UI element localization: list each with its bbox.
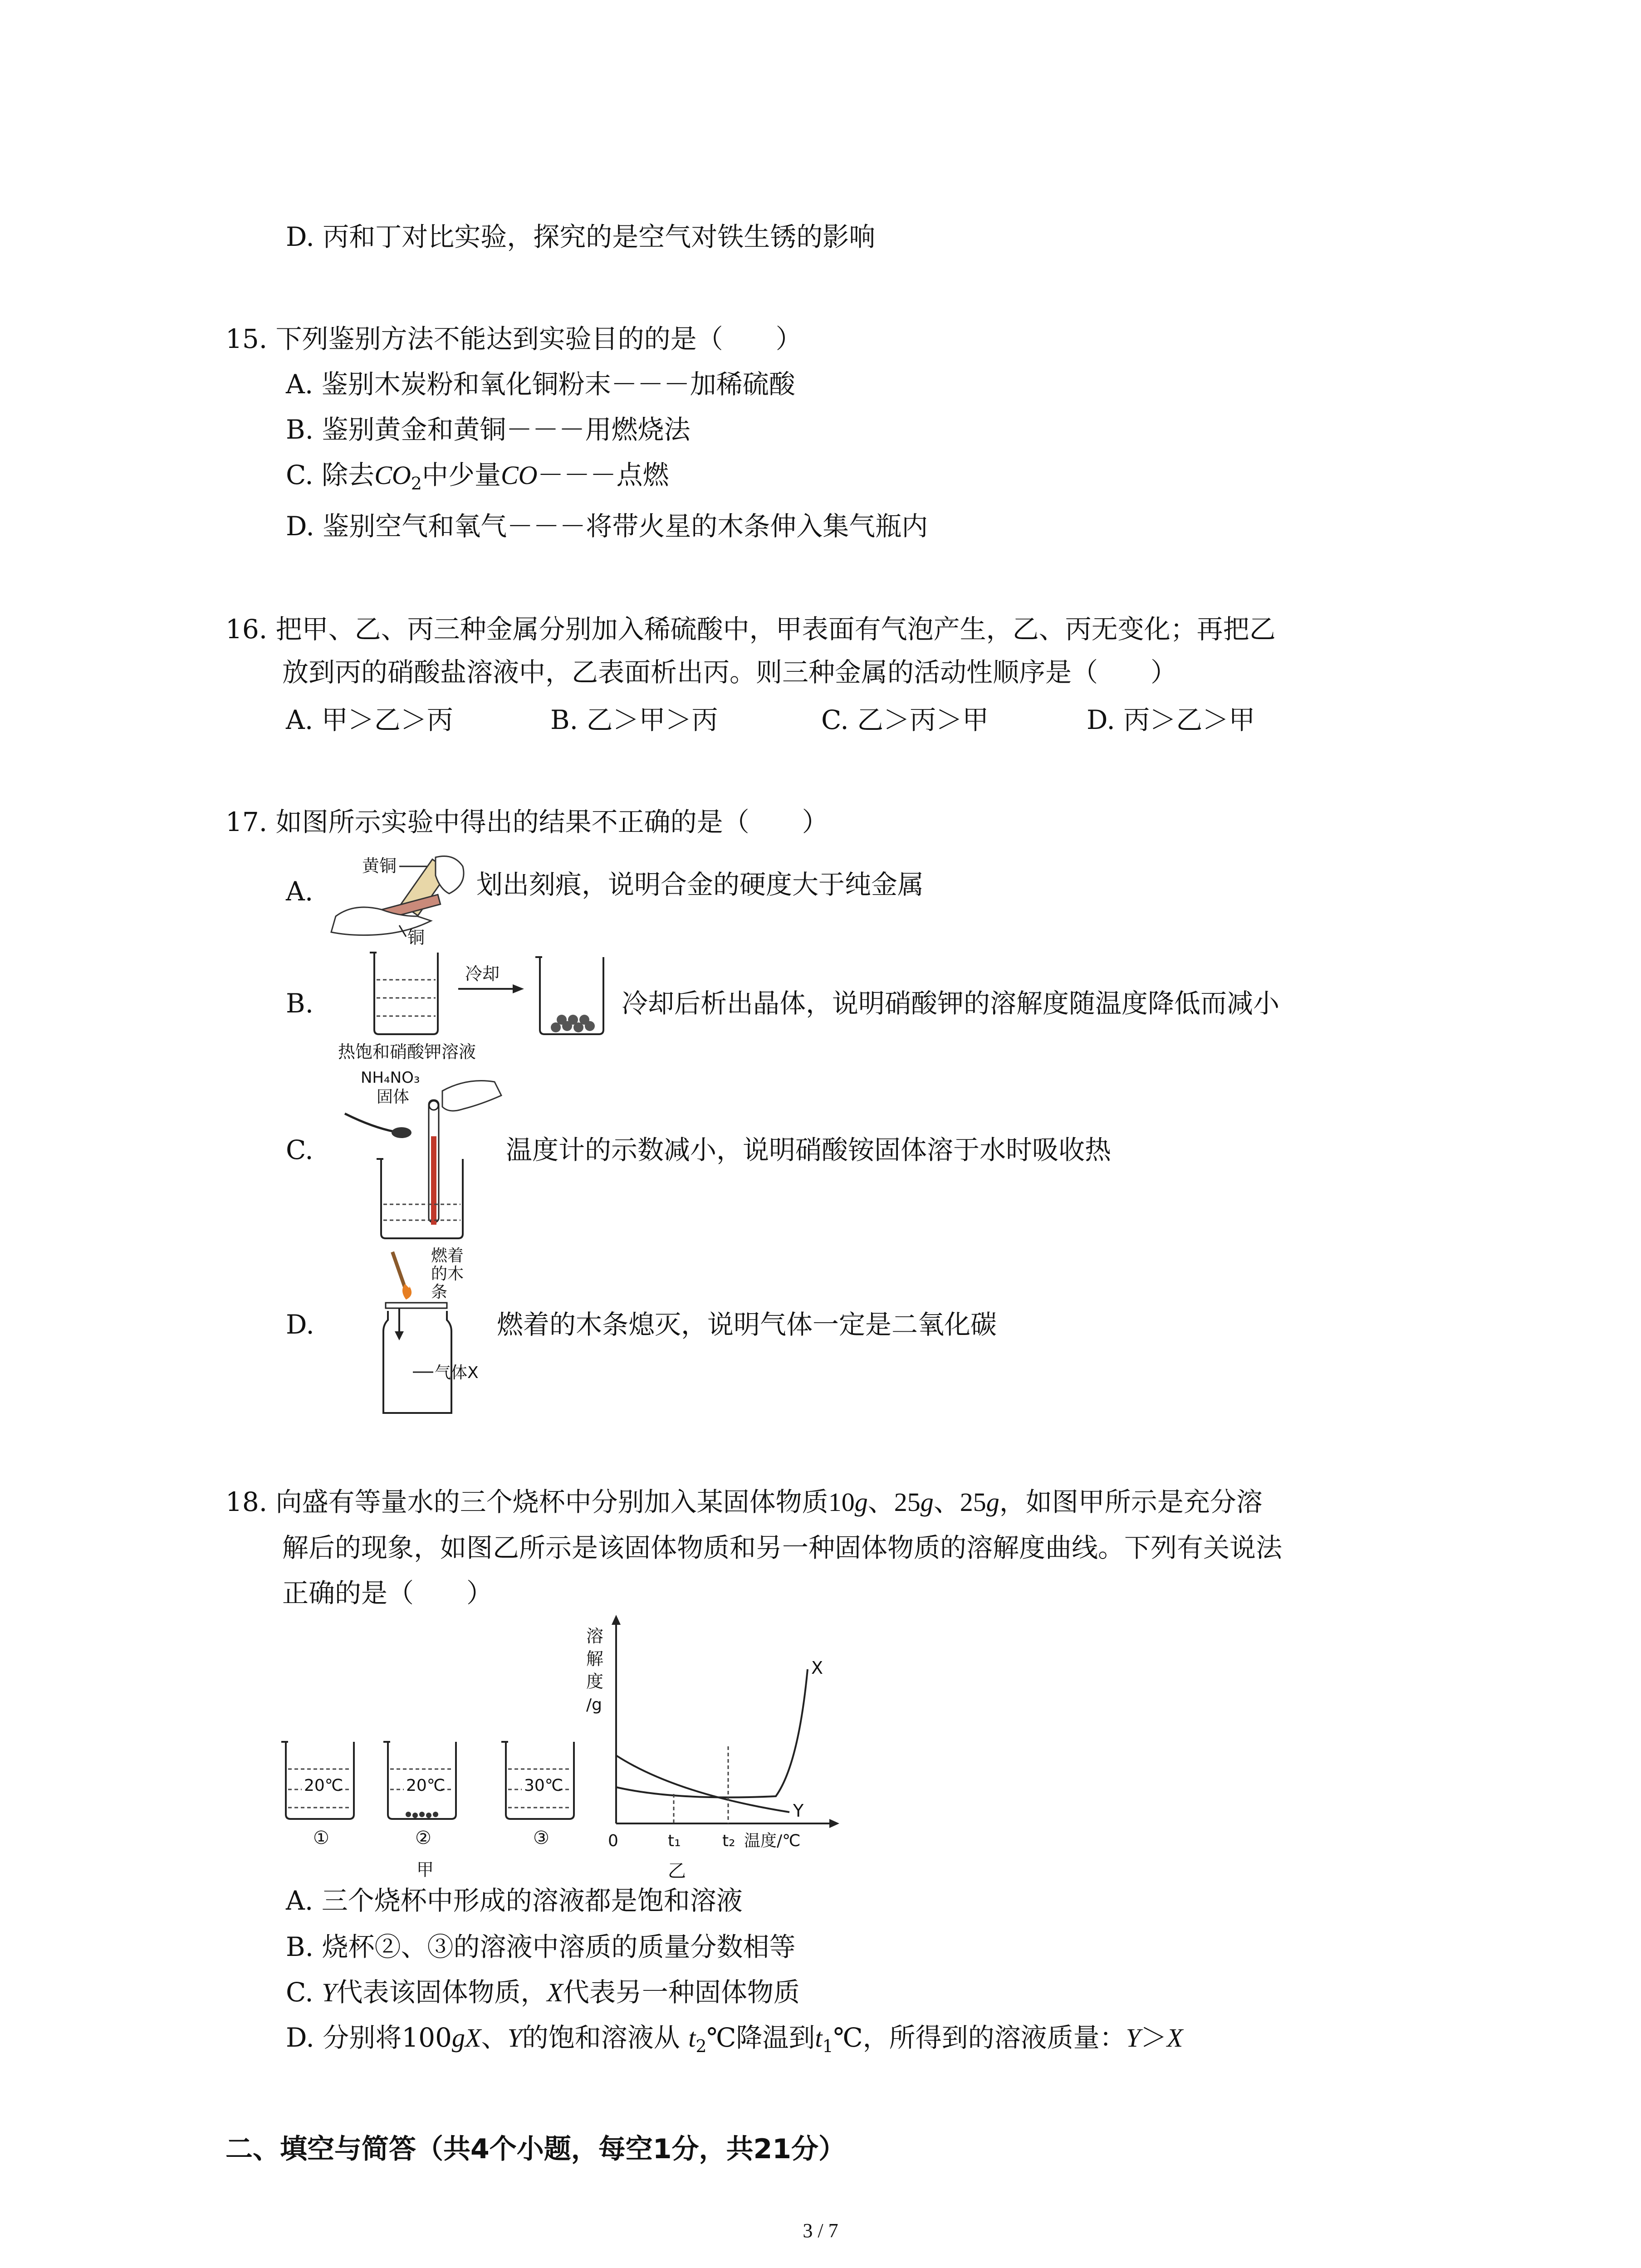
- q18-figure-yi-solubility-chart: [563, 1615, 844, 1896]
- q17-figure-c-thermometer: [331, 1064, 513, 1245]
- q15-option-d: D. 鉴别空气和氧气－－－将带火星的木条伸入集气瓶内: [286, 511, 928, 542]
- q17-option-c-letter: C.: [286, 1134, 314, 1165]
- q17-option-d-letter: D.: [286, 1309, 314, 1340]
- q18-option-c: C. Y代表该固体物质，X代表另一种固体物质: [286, 1977, 800, 2008]
- section-2-heading: 二、填空与简答（共4个小题，每空1分，共21分）: [225, 2133, 846, 2165]
- chart-tick-t2: t₂: [722, 1832, 735, 1850]
- q16-stem-line2: 放到丙的硝酸盐溶液中，乙表面析出丙。则三种金属的活动性顺序是（ ）: [282, 657, 1177, 688]
- q17-option-c-text: 温度计的示数减小，说明硝酸铵固体溶于水时吸收热: [506, 1134, 1112, 1165]
- q14-option-d: D. 丙和丁对比实验，探究的是空气对铁生锈的影响: [286, 221, 876, 252]
- q17-option-a-letter: A.: [286, 876, 314, 907]
- q17-option-b-text: 冷却后析出晶体，说明硝酸钾的溶解度随温度降低而减小: [622, 988, 1280, 1019]
- fig-a-label-copper: 铜: [407, 928, 425, 948]
- q17-figure-a-scratch: [327, 848, 476, 948]
- chart-ylabel-2: 解: [586, 1649, 604, 1669]
- chart-tick-t1: t₁: [668, 1832, 681, 1850]
- beaker-2: [383, 1742, 456, 1880]
- q16-option-d: D. 丙＞乙＞甲: [1087, 704, 1255, 735]
- fig-d-label-1: 燃着: [431, 1246, 464, 1265]
- q18-stem-line3: 正确的是（ ）: [282, 1578, 493, 1608]
- fig-c-label-solid: 固体: [377, 1088, 410, 1106]
- beaker-1-num: ①: [313, 1828, 329, 1848]
- fig-jia-label: 甲: [416, 1860, 434, 1880]
- chart-origin: 0: [608, 1832, 618, 1850]
- fig-b-caption: 热饱和硝酸钾溶液: [338, 1042, 476, 1061]
- q15-stem: 15. 下列鉴别方法不能达到实验目的的是（ ）: [225, 323, 802, 354]
- beaker-2-num: ②: [415, 1828, 431, 1848]
- q16-option-a: A. 甲＞乙＞丙: [286, 704, 453, 735]
- fig-d-gas-label: 气体X: [435, 1364, 479, 1382]
- series-x-label: X: [811, 1658, 823, 1678]
- q18-option-b: B. 烧杯②、③的溶液中溶质的质量分数相等: [286, 1931, 796, 1962]
- q16-option-c: C. 乙＞丙＞甲: [821, 704, 989, 735]
- q15-option-b: B. 鉴别黄金和黄铜－－－用燃烧法: [286, 414, 691, 445]
- beaker-3-temp: 30℃: [524, 1776, 563, 1795]
- chart-ylabel-3: 度: [586, 1672, 604, 1691]
- q15-option-c: C. 除去$CO_2$中少量CO－－－点燃: [286, 459, 669, 494]
- fig-c-label-formula: NH₄NO₃: [361, 1069, 420, 1087]
- beaker-1-temp: 20℃: [304, 1776, 343, 1795]
- fig-yi-label: 乙: [668, 1861, 686, 1882]
- q17-option-a-text: 划出刻痕，说明合金的硬度大于纯金属: [476, 869, 924, 900]
- page-number: 3 / 7: [803, 2219, 838, 2242]
- fig-d-label-2: 的木: [431, 1265, 464, 1283]
- q18-stem-line1: 18. 向盛有等量水的三个烧杯中分别加入某固体物质10g、25g、25g，如图甲所示是充分溶: [225, 1486, 1263, 1517]
- q17-option-b-letter: B.: [286, 988, 314, 1019]
- beaker-2-temp: 20℃: [406, 1776, 446, 1795]
- q17-stem: 17. 如图所示实验中得出的结果不正确的是（ ）: [225, 807, 828, 837]
- q16-option-b: B. 乙＞甲＞丙: [550, 704, 718, 735]
- q18-option-d: D. 分别将100gX、Y的饱和溶液从 $t_2℃$降温到$t_1℃$，所得到的溶液质量：Y＞X: [286, 2022, 1183, 2056]
- series-y-curve: [616, 1755, 789, 1812]
- q16-stem-line1: 16. 把甲、乙、丙三种金属分别加入稀硫酸中，甲表面有气泡产生，乙、丙无变化；再把乙: [225, 614, 1276, 645]
- fig-b-arrow-label: 冷却: [465, 964, 500, 984]
- fig-a-label-brass: 黄铜: [362, 856, 397, 876]
- chart-xlabel: 温度/℃: [744, 1832, 801, 1850]
- q18-option-a: A. 三个烧杯中形成的溶液都是饱和溶液: [286, 1885, 743, 1916]
- chart-ylabel-1: 溶: [586, 1626, 604, 1646]
- q17-option-d-text: 燃着的木条熄灭，说明气体一定是二氧化碳: [497, 1309, 997, 1340]
- series-y-label: Y: [793, 1801, 804, 1821]
- q15-option-a: A. 鉴别木炭粉和氧化铜粉末－－－加稀硫酸: [286, 369, 795, 400]
- q18-figure-jia-beakers: [272, 1733, 599, 1882]
- beaker-1: [281, 1742, 354, 1848]
- series-x-curve: [616, 1669, 808, 1798]
- q17-figure-b-cooling: [331, 943, 622, 1061]
- fig-d-label-3: 条: [431, 1283, 448, 1301]
- q18-stem-line2: 解后的现象，如图乙所示是该固体物质和另一种固体物质的溶解度曲线。下列有关说法: [282, 1532, 1283, 1563]
- chart-ylabel-4: /g: [586, 1696, 602, 1714]
- beaker-3-num: ③: [533, 1828, 549, 1848]
